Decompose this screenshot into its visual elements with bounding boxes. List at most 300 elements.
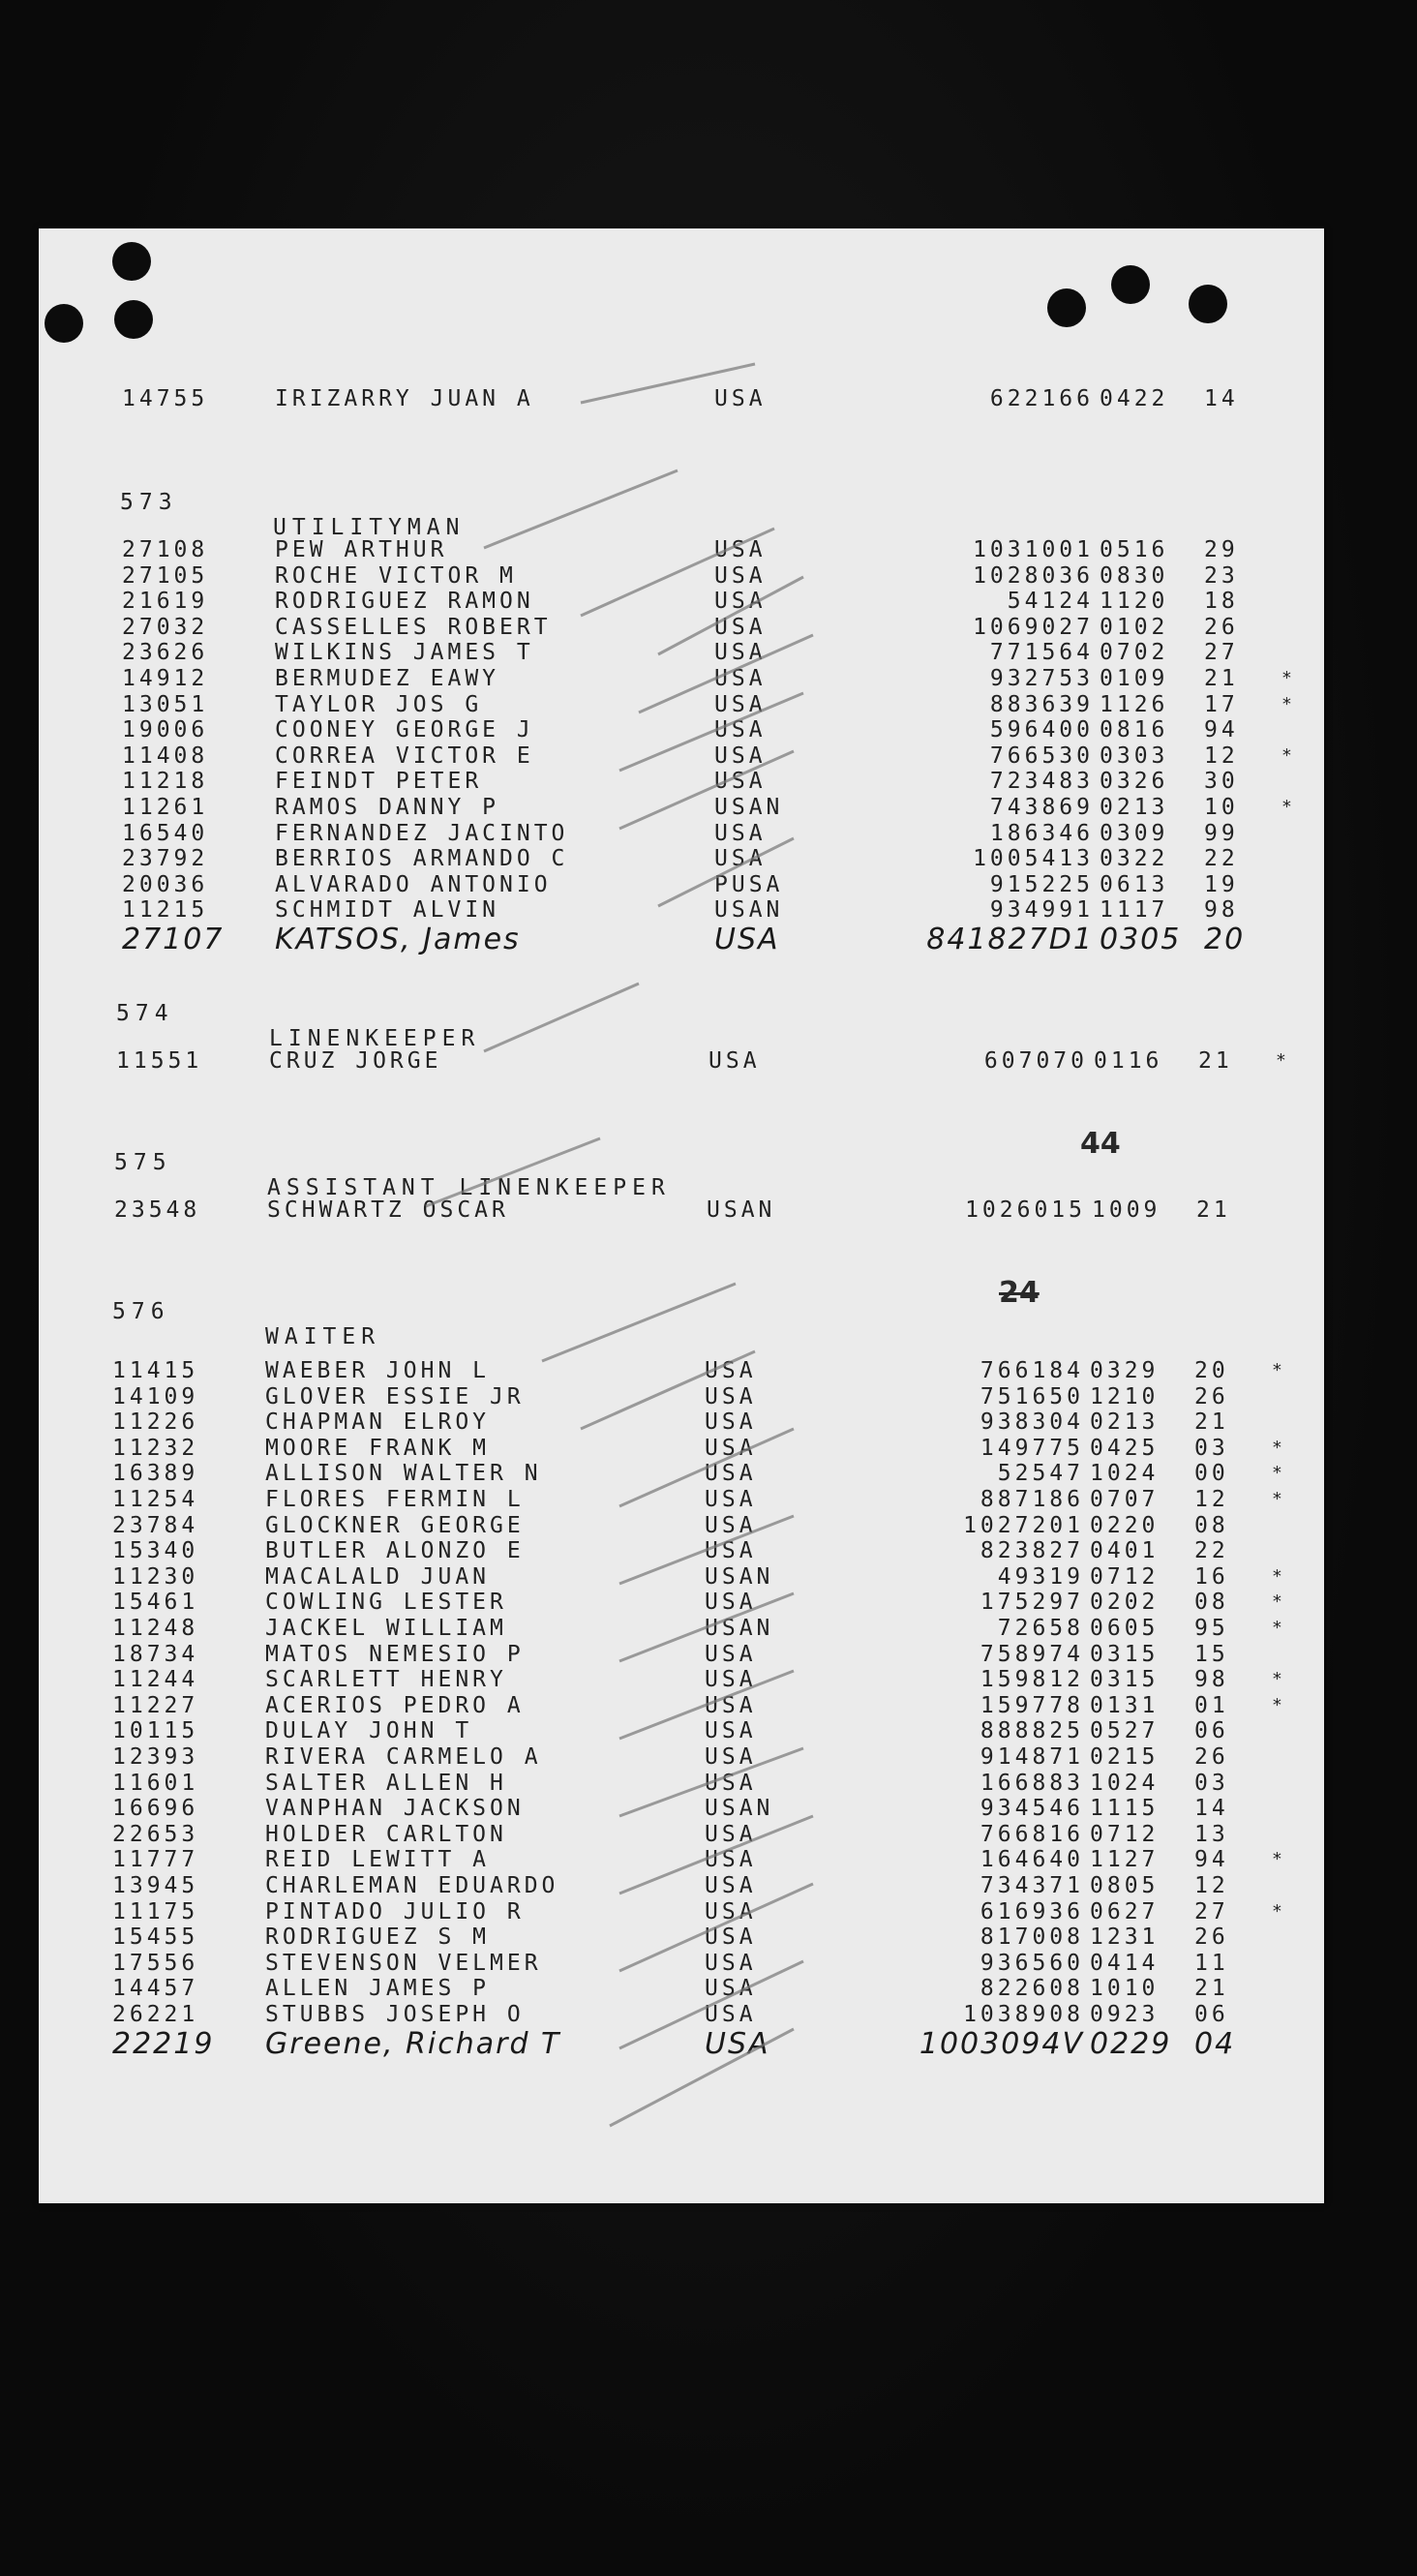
row-cit: USA xyxy=(714,589,767,615)
row-age: 14 xyxy=(1204,386,1239,411)
row-num: 23626 xyxy=(122,640,209,666)
job-title: LINENKEEPER xyxy=(269,1026,481,1051)
row-id: 888825 xyxy=(980,1718,1084,1744)
job-code: 574 xyxy=(116,1001,174,1026)
row-id: 49319 xyxy=(997,1563,1084,1590)
row-num: 11601 xyxy=(112,1770,199,1796)
row-num: 26221 xyxy=(112,2002,199,2027)
row-id: 159812 xyxy=(980,1667,1084,1693)
row-id: 52547 xyxy=(997,1461,1084,1487)
job-code: 576 xyxy=(112,1299,170,1324)
row-age: 26 xyxy=(1194,1744,1229,1770)
row-age: 08 xyxy=(1194,1590,1229,1616)
row-id: 596400 xyxy=(989,717,1094,743)
row-id: 817008 xyxy=(980,1924,1084,1951)
row-age: 04 xyxy=(1194,2026,1236,2061)
row-num: 18734 xyxy=(112,1641,199,1667)
row-code: 0605 xyxy=(1090,1616,1160,1641)
row-id: 915225 xyxy=(989,871,1094,897)
row-age: 22 xyxy=(1194,1538,1229,1564)
row-id: 1026015 xyxy=(965,1197,1086,1223)
row-id: 1005413 xyxy=(973,846,1094,872)
row-num: 16389 xyxy=(112,1461,199,1487)
row-name: GLOCKNER GEORGE xyxy=(265,1512,525,1538)
row-num: 13051 xyxy=(122,691,209,717)
row-id: 607070 xyxy=(983,1048,1088,1074)
row-age: 17 xyxy=(1204,691,1239,717)
row-id: 758974 xyxy=(980,1641,1084,1667)
row-age: 21 xyxy=(1204,666,1239,691)
row-code: 0702 xyxy=(1100,640,1169,666)
row-mark: * xyxy=(1281,668,1296,688)
row-age: 06 xyxy=(1194,2002,1229,2027)
row-age: 94 xyxy=(1194,1847,1229,1873)
job-code: 575 xyxy=(114,1150,172,1175)
row-age: 08 xyxy=(1194,1512,1229,1538)
row-cit: USAN xyxy=(714,897,784,924)
row-cit: USA xyxy=(705,1667,757,1693)
row-name: MOORE FRANK M xyxy=(265,1435,491,1461)
row-num: 11415 xyxy=(112,1358,199,1383)
row-name: RIVERA CARMELO A xyxy=(265,1744,542,1770)
row-name: CHARLEMAN EDUARDO xyxy=(265,1873,559,1898)
row-id: 149775 xyxy=(980,1435,1084,1461)
row-code: 0422 xyxy=(1100,386,1169,411)
row-id: 1069027 xyxy=(973,614,1094,640)
row-num: 11254 xyxy=(112,1487,199,1512)
row-age: 30 xyxy=(1204,769,1239,795)
row-id: 822608 xyxy=(980,1976,1084,2002)
row-mark: * xyxy=(1272,1849,1286,1870)
row-code: 1210 xyxy=(1090,1383,1160,1409)
row-code: 0527 xyxy=(1090,1718,1160,1744)
row-cit: USA xyxy=(705,1898,757,1924)
row-code: 0220 xyxy=(1090,1512,1160,1538)
row-cit: USA xyxy=(714,614,767,640)
row-code: 0414 xyxy=(1090,1950,1160,1976)
row-name: SCARLETT HENRY xyxy=(265,1667,507,1693)
row-cit: USA xyxy=(714,640,767,666)
row-cit: USA xyxy=(705,1435,757,1461)
row-num: 16696 xyxy=(112,1796,199,1822)
row-age: 12 xyxy=(1194,1873,1229,1898)
row-num: 11261 xyxy=(122,795,209,820)
row-num: 11215 xyxy=(122,897,209,924)
row-age: 12 xyxy=(1194,1487,1229,1512)
row-code: 0303 xyxy=(1100,742,1169,769)
row-age: 15 xyxy=(1194,1641,1229,1667)
row-name: SALTER ALLEN H xyxy=(265,1770,507,1796)
row-mark: * xyxy=(1272,1463,1286,1484)
row-name: CASSELLES ROBERT xyxy=(275,614,552,640)
row-cit: USA xyxy=(714,769,767,795)
row-mark: * xyxy=(1272,1900,1286,1922)
row-code: 0329 xyxy=(1090,1358,1160,1383)
row-num: 22219 xyxy=(112,2026,215,2061)
row-name: ALVARADO ANTONIO xyxy=(275,871,552,897)
row-cit: USA xyxy=(705,1718,757,1744)
row-age: 19 xyxy=(1204,871,1239,897)
row-id: 766816 xyxy=(980,1821,1084,1847)
row-code: 0816 xyxy=(1100,717,1169,743)
row-name: SCHWARTZ OSCAR xyxy=(267,1197,509,1223)
row-age: 99 xyxy=(1204,820,1239,846)
row-name: Greene, Richard T xyxy=(265,2026,561,2061)
row-cit: USA xyxy=(705,1744,757,1770)
row-code: 0707 xyxy=(1090,1487,1160,1512)
row-name: RODRIGUEZ RAMON xyxy=(275,589,534,615)
row-num: 27032 xyxy=(122,614,209,640)
row-num: 27107 xyxy=(122,923,225,956)
row-name: HOLDER CARLTON xyxy=(265,1821,507,1847)
row-code: 1024 xyxy=(1090,1461,1160,1487)
row-id: 1031001 xyxy=(973,537,1094,562)
row-num: 21619 xyxy=(122,589,209,615)
row-cit: USA xyxy=(705,1976,757,2002)
row-name: ALLEN JAMES P xyxy=(265,1976,491,2002)
row-age: 03 xyxy=(1194,1435,1229,1461)
row-num: 11227 xyxy=(112,1692,199,1718)
row-cit: USA xyxy=(705,1692,757,1718)
row-mark: * xyxy=(1272,1489,1286,1509)
row-name: BUTLER ALONZO E xyxy=(265,1538,525,1564)
row-name: REID LEWITT A xyxy=(265,1847,491,1873)
row-num: 17556 xyxy=(112,1950,199,1976)
row-code: 0116 xyxy=(1094,1048,1163,1074)
row-code: 0315 xyxy=(1090,1667,1160,1693)
row-num: 11551 xyxy=(116,1048,203,1074)
row-name: PEW ARTHUR xyxy=(275,537,448,562)
row-num: 15455 xyxy=(112,1924,199,1951)
punch-hole xyxy=(1047,288,1086,327)
row-mark: * xyxy=(1272,1565,1286,1587)
row-name: JACKEL WILLIAM xyxy=(265,1616,507,1641)
row-num: 11175 xyxy=(112,1898,199,1924)
row-age: 98 xyxy=(1194,1667,1229,1693)
row-cit: USA xyxy=(705,1770,757,1796)
row-id: 743869 xyxy=(989,795,1094,820)
row-num: 13945 xyxy=(112,1873,199,1898)
row-cit: USA xyxy=(705,1821,757,1847)
row-mark: * xyxy=(1272,1694,1286,1715)
row-name: WAEBER JOHN L xyxy=(265,1358,491,1383)
row-cit: USA xyxy=(714,742,767,769)
row-age: 23 xyxy=(1204,562,1239,589)
row-name: DULAY JOHN T xyxy=(265,1718,473,1744)
row-id: 72658 xyxy=(997,1616,1084,1641)
row-id: 186346 xyxy=(989,820,1094,846)
row-name: BERRIOS ARMANDO C xyxy=(275,846,569,872)
row-code: 0202 xyxy=(1090,1590,1160,1616)
row-name: ACERIOS PEDRO A xyxy=(265,1692,525,1718)
row-age: 21 xyxy=(1196,1197,1231,1223)
row-num: 14912 xyxy=(122,666,209,691)
row-id: 883639 xyxy=(989,691,1094,717)
row-num: 10115 xyxy=(112,1718,199,1744)
row-name: BERMUDEZ EAWY xyxy=(275,666,500,691)
row-num: 22653 xyxy=(112,1821,199,1847)
row-name: CORREA VICTOR E xyxy=(275,742,534,769)
row-name: TAYLOR JOS G xyxy=(275,691,483,717)
row-cit: USA xyxy=(705,1538,757,1564)
row-age: 26 xyxy=(1194,1924,1229,1951)
row-id: 54124 xyxy=(1007,589,1094,615)
row-name: COWLING LESTER xyxy=(265,1590,507,1616)
row-num: 11232 xyxy=(112,1435,199,1461)
row-code: 0315 xyxy=(1090,1641,1160,1667)
row-num: 11244 xyxy=(112,1667,199,1693)
row-age: 21 xyxy=(1194,1409,1229,1436)
row-code: 0627 xyxy=(1090,1898,1160,1924)
row-code: 1024 xyxy=(1090,1770,1160,1796)
row-code: 0805 xyxy=(1090,1873,1160,1898)
row-name: FLORES FERMIN L xyxy=(265,1487,525,1512)
row-cit: USA xyxy=(705,1847,757,1873)
row-age: 00 xyxy=(1194,1461,1229,1487)
row-name: STUBBS JOSEPH O xyxy=(265,2002,525,2027)
row-cit: USA xyxy=(705,1873,757,1898)
row-code: 1010 xyxy=(1090,1976,1160,2002)
row-name: FEINDT PETER xyxy=(275,769,483,795)
row-cit: PUSA xyxy=(714,871,784,897)
row-cit: USA xyxy=(705,2026,770,2061)
row-cit: USA xyxy=(705,1590,757,1616)
row-code: 0131 xyxy=(1090,1692,1160,1718)
handwritten-tally: 44 xyxy=(1080,1127,1121,1161)
row-id: 932753 xyxy=(989,666,1094,691)
row-id: 616936 xyxy=(980,1898,1084,1924)
row-cit: USA xyxy=(714,386,767,411)
row-code: 0305 xyxy=(1100,923,1182,956)
row-age: 98 xyxy=(1204,897,1239,924)
row-cit: USA xyxy=(705,1641,757,1667)
row-id: 1027201 xyxy=(963,1512,1084,1538)
row-id: 934546 xyxy=(980,1796,1084,1822)
row-id: 936560 xyxy=(980,1950,1084,1976)
job-code: 573 xyxy=(120,490,178,515)
row-code: 1115 xyxy=(1090,1796,1160,1822)
row-cit: USA xyxy=(714,562,767,589)
punch-hole xyxy=(1189,285,1227,323)
row-num: 23792 xyxy=(122,846,209,872)
row-id: 1003094V xyxy=(919,2026,1084,2061)
row-code: 0326 xyxy=(1100,769,1169,795)
row-name: VANPHAN JACKSON xyxy=(265,1796,525,1822)
row-id: 1038908 xyxy=(963,2002,1084,2027)
row-num: 15340 xyxy=(112,1538,199,1564)
row-code: 0102 xyxy=(1100,614,1169,640)
row-num: 14457 xyxy=(112,1976,199,2002)
row-name: IRIZARRY JUAN A xyxy=(275,386,534,411)
row-name: ALLISON WALTER N xyxy=(265,1461,542,1487)
row-mark: * xyxy=(1272,1591,1286,1613)
row-mark: * xyxy=(1272,1669,1286,1690)
row-num: 23548 xyxy=(114,1197,201,1223)
punch-hole xyxy=(1111,265,1150,304)
row-num: 11226 xyxy=(112,1409,199,1436)
row-num: 14755 xyxy=(122,386,209,411)
row-name: GLOVER ESSIE JR xyxy=(265,1383,525,1409)
row-num: 16540 xyxy=(122,820,209,846)
row-cit: USA xyxy=(714,820,767,846)
row-name: FERNANDEZ JACINTO xyxy=(275,820,569,846)
row-age: 06 xyxy=(1194,1718,1229,1744)
row-id: 766530 xyxy=(989,742,1094,769)
row-mark: * xyxy=(1276,1050,1290,1071)
row-cit: USA xyxy=(705,1487,757,1512)
row-age: 95 xyxy=(1194,1616,1229,1641)
row-cit: USA xyxy=(705,1924,757,1951)
row-age: 26 xyxy=(1194,1383,1229,1409)
row-cit: USAN xyxy=(705,1616,774,1641)
row-age: 03 xyxy=(1194,1770,1229,1796)
row-code: 0109 xyxy=(1100,666,1169,691)
row-code: 0516 xyxy=(1100,537,1169,562)
row-age: 27 xyxy=(1204,640,1239,666)
row-code: 0309 xyxy=(1100,820,1169,846)
row-age: 18 xyxy=(1204,589,1239,615)
row-num: 20036 xyxy=(122,871,209,897)
row-age: 21 xyxy=(1198,1048,1233,1074)
row-num: 19006 xyxy=(122,717,209,743)
job-title: WAITER xyxy=(265,1324,381,1349)
row-code: 0425 xyxy=(1090,1435,1160,1461)
row-cit: USA xyxy=(714,717,767,743)
row-id: 159778 xyxy=(980,1692,1084,1718)
row-cit: USA xyxy=(714,923,780,956)
row-num: 15461 xyxy=(112,1590,199,1616)
row-id: 175297 xyxy=(980,1590,1084,1616)
row-name: ROCHE VICTOR M xyxy=(275,562,517,589)
row-code: 0213 xyxy=(1090,1409,1160,1436)
row-code: 1009 xyxy=(1092,1197,1161,1223)
row-name: KATSOS, James xyxy=(275,923,521,956)
job-title: ASSISTANT LINENKEEPER xyxy=(267,1175,671,1200)
document-page xyxy=(39,228,1324,2203)
row-id: 723483 xyxy=(989,769,1094,795)
row-cit: USA xyxy=(705,1409,757,1436)
row-age: 20 xyxy=(1204,923,1246,956)
row-num: 27105 xyxy=(122,562,209,589)
row-mark: * xyxy=(1272,1618,1286,1638)
row-num: 14109 xyxy=(112,1383,199,1409)
row-name: RODRIGUEZ S M xyxy=(265,1924,491,1951)
row-num: 11230 xyxy=(112,1563,199,1590)
row-age: 26 xyxy=(1204,614,1239,640)
row-age: 10 xyxy=(1204,795,1239,820)
punch-hole xyxy=(112,242,151,281)
row-id: 887186 xyxy=(980,1487,1084,1512)
row-name: CHAPMAN ELROY xyxy=(265,1409,491,1436)
row-code: 0923 xyxy=(1090,2002,1160,2027)
row-age: 27 xyxy=(1194,1898,1229,1924)
row-age: 13 xyxy=(1194,1821,1229,1847)
row-name: RAMOS DANNY P xyxy=(275,795,500,820)
row-id: 166883 xyxy=(980,1770,1084,1796)
row-cit: USA xyxy=(705,2002,757,2027)
row-cit: USA xyxy=(714,846,767,872)
row-name: MACALALD JUAN xyxy=(265,1563,491,1590)
row-cit: USA xyxy=(705,1512,757,1538)
row-code: 0830 xyxy=(1100,562,1169,589)
row-id: 622166 xyxy=(989,386,1094,411)
row-code: 0712 xyxy=(1090,1821,1160,1847)
row-num: 11408 xyxy=(122,742,209,769)
row-age: 22 xyxy=(1204,846,1239,872)
row-cit: USA xyxy=(714,691,767,717)
row-name: MATOS NEMESIO P xyxy=(265,1641,525,1667)
row-cit: USAN xyxy=(705,1796,774,1822)
row-cit: USA xyxy=(705,1950,757,1976)
row-age: 21 xyxy=(1194,1976,1229,2002)
row-mark: * xyxy=(1281,797,1296,817)
row-code: 0215 xyxy=(1090,1744,1160,1770)
row-name: PINTADO JULIO R xyxy=(265,1898,525,1924)
job-title: UTILITYMAN xyxy=(273,515,466,540)
row-name: SCHMIDT ALVIN xyxy=(275,897,500,924)
row-num: 11777 xyxy=(112,1847,199,1873)
row-code: 0401 xyxy=(1090,1538,1160,1564)
row-mark: * xyxy=(1281,693,1296,714)
row-cit: USAN xyxy=(714,795,784,820)
row-num: 27108 xyxy=(122,537,209,562)
row-cit: USA xyxy=(705,1383,757,1409)
row-num: 11248 xyxy=(112,1616,199,1641)
row-cit: USA xyxy=(708,1048,761,1074)
row-code: 0613 xyxy=(1100,871,1169,897)
row-num: 12393 xyxy=(112,1744,199,1770)
row-code: 0213 xyxy=(1100,795,1169,820)
row-code: 1126 xyxy=(1100,691,1169,717)
row-cit: USAN xyxy=(705,1563,774,1590)
row-age: 16 xyxy=(1194,1563,1229,1590)
row-code: 1127 xyxy=(1090,1847,1160,1873)
row-id: 1028036 xyxy=(973,562,1094,589)
row-id: 938304 xyxy=(980,1409,1084,1436)
row-id: 766184 xyxy=(980,1358,1084,1383)
row-mark: * xyxy=(1272,1360,1286,1380)
row-cit: USAN xyxy=(707,1197,776,1223)
row-code: 0229 xyxy=(1090,2026,1172,2061)
row-cit: USA xyxy=(705,1358,757,1383)
row-id: 164640 xyxy=(980,1847,1084,1873)
row-age: 01 xyxy=(1194,1692,1229,1718)
row-cit: USA xyxy=(705,1461,757,1487)
row-num: 11218 xyxy=(122,769,209,795)
punch-hole xyxy=(45,304,83,343)
row-id: 751650 xyxy=(980,1383,1084,1409)
row-age: 29 xyxy=(1204,537,1239,562)
row-id: 771564 xyxy=(989,640,1094,666)
row-code: 0712 xyxy=(1090,1563,1160,1590)
row-num: 23784 xyxy=(112,1512,199,1538)
row-id: 841827D1 xyxy=(926,923,1094,956)
row-id: 823827 xyxy=(980,1538,1084,1564)
row-mark: * xyxy=(1281,744,1296,766)
row-age: 14 xyxy=(1194,1796,1229,1822)
row-id: 934991 xyxy=(989,897,1094,924)
row-id: 734371 xyxy=(980,1873,1084,1898)
row-mark: * xyxy=(1272,1437,1286,1458)
row-age: 12 xyxy=(1204,742,1239,769)
punch-hole xyxy=(114,300,153,339)
row-name: STEVENSON VELMER xyxy=(265,1950,542,1976)
row-name: WILKINS JAMES T xyxy=(275,640,534,666)
handwritten-tally: 24 xyxy=(999,1276,1040,1310)
row-cit: USA xyxy=(714,537,767,562)
row-id: 914871 xyxy=(980,1744,1084,1770)
row-code: 1117 xyxy=(1100,897,1169,924)
